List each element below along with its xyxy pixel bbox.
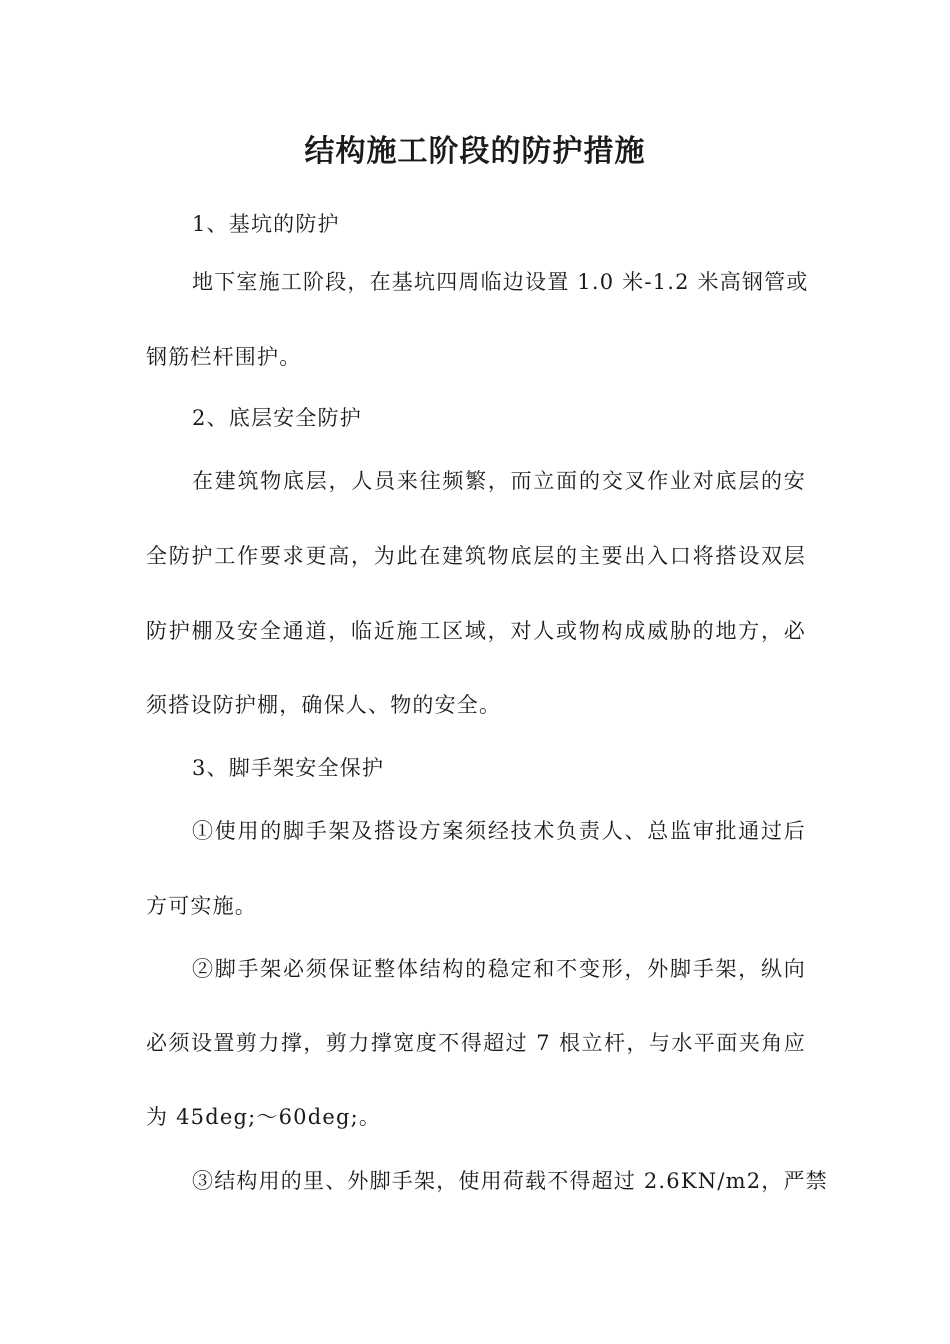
paragraph-line: 防护棚及安全通道，临近施工区域，对人或物构成威胁的地方，必 [146, 619, 806, 643]
paragraph-line: 须搭设防护棚，确保人、物的安全。 [146, 693, 502, 717]
paragraph-line: ②脚手架必须保证整体结构的稳定和不变形，外脚手架，纵向 [192, 957, 806, 981]
paragraph-line: ①使用的脚手架及搭设方案须经技术负责人、总监审批通过后 [192, 819, 806, 843]
paragraph-line: 全防护工作要求更高，为此在建筑物底层的主要出入口将搭设双层 [146, 544, 806, 568]
section-heading-scaffold: 3、脚手架安全保护 [192, 756, 385, 780]
paragraph-line: 方可实施。 [146, 894, 257, 918]
paragraph-line: ③结构用的里、外脚手架，使用荷载不得超过 2.6KN/m2，严禁 [192, 1169, 828, 1193]
document-title: 结构施工阶段的防护措施 [304, 134, 646, 169]
section-heading-ground-floor: 2、底层安全防护 [192, 406, 362, 430]
paragraph-line: 钢筋栏杆围护。 [146, 345, 302, 369]
paragraph-line: 必须设置剪力撑，剪力撑宽度不得超过 7 根立杆，与水平面夹角应 [146, 1031, 806, 1055]
paragraph-line: 为 45deg;～60deg;。 [146, 1105, 382, 1129]
paragraph-line: 在建筑物底层，人员来往频繁，而立面的交叉作业对底层的安 [192, 469, 806, 493]
section-heading-pit-protection: 1、基坑的防护 [192, 212, 340, 236]
paragraph-line: 地下室施工阶段，在基坑四周临边设置 1.0 米-1.2 米高钢管或 [192, 270, 809, 294]
